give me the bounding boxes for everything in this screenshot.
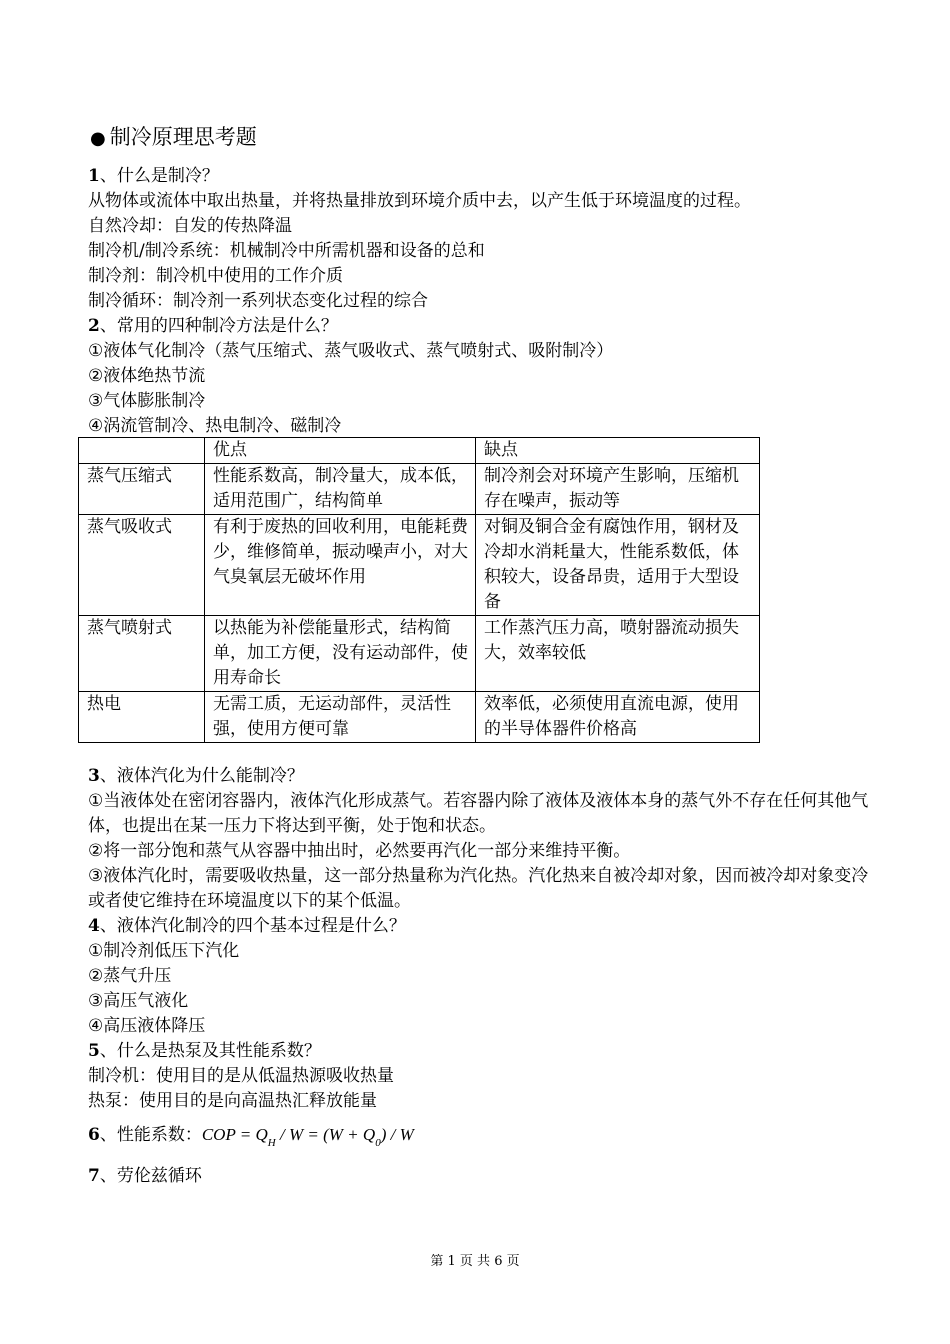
table-header-cell: 优点 (205, 438, 476, 464)
table-row (79, 515, 760, 616)
answer-line: ③高压气液化 (88, 991, 189, 1011)
answer-line: ①液体气化制冷（蒸气压缩式、蒸气吸收式、蒸气喷射式、吸附制冷） (88, 341, 614, 361)
answer-line: ④涡流管制冷、热电制冷、磁制冷 (88, 416, 342, 436)
answer-line: 制冷机：使用目的是从低温热源吸收热量 (88, 1066, 394, 1086)
question-3: 3、液体汽化为什么能制冷？ (88, 766, 304, 786)
table-header-cell (79, 438, 205, 464)
question-2: 2、常用的四种制冷方法是什么？ (88, 316, 338, 336)
answer-line: ②蒸气升压 (88, 966, 172, 986)
table-cell: 有利于废热的回收利用，电能耗费少，维修简单，振动噪声小，对大气臭氧层无破坏作用 (205, 515, 476, 616)
question-5: 5、什么是热泵及其性能系数？ (88, 1041, 321, 1061)
table-cell: 蒸气压缩式 (79, 464, 205, 515)
table-cell: 蒸气喷射式 (79, 616, 205, 692)
answer-line: 制冷剂：制冷机中使用的工作介质 (88, 266, 343, 286)
table-cell: 蒸气吸收式 (79, 515, 205, 616)
table-row (79, 616, 760, 692)
answer-line: 从物体或流体中取出热量，并将热量排放到环境介质中去，以产生低于环境温度的过程。 (88, 191, 751, 211)
document-heading (90, 122, 257, 154)
answer-line: 自然冷却：自发的传热降温 (88, 216, 292, 236)
answer-line: ③液体汽化时，需要吸收热量，这一部分热量称为汽化热。汽化热来自被冷却对象，因而被冷却对象变冷或者使它维持在环境温度以下的某个低温。 (88, 866, 869, 911)
table-cell: 制冷剂会对环境产生影响，压缩机存在噪声，振动等 (476, 464, 760, 515)
table-cell: 性能系数高，制冷量大，成本低，适用范围广，结构简单 (205, 464, 476, 515)
answer-line: 热泵：使用目的是向高温热汇释放能量 (88, 1091, 377, 1111)
table-cell: 以热能为补偿能量形式，结构简单，加工方便，没有运动部件，使用寿命长 (205, 616, 476, 692)
answer-line: ①当液体处在密闭容器内，液体汽化形成蒸气。若容器内除了液体及液体本身的蒸气外不存在任何其他气体，也提出在某一压力下将达到平衡，处于饱和状态。 (88, 791, 869, 836)
question-6: 6、性能系数：COP = $Q_H / W = (W + Q_0) / W$ (88, 1125, 414, 1149)
answer-line: ④高压液体降压 (88, 1016, 206, 1036)
table-header-cell: 缺点 (476, 438, 760, 464)
question-4: 4、液体汽化制冷的四个基本过程是什么？ (88, 916, 406, 936)
table-row (79, 692, 760, 743)
answer-line: 制冷循环：制冷剂一系列状态变化过程的综合 (88, 291, 428, 311)
answer-line: 制冷机/制冷系统：机械制冷中所需机器和设备的总和 (88, 241, 485, 261)
question-1: 1、什么是制冷？ (88, 166, 219, 186)
text-block-bottom (88, 764, 878, 1189)
table-cell: 无需工质，无运动部件，灵活性强，使用方便可靠 (205, 692, 476, 743)
heading-title: 制冷原理思考题 (109, 125, 257, 149)
table-cell: 对铜及铜合金有腐蚀作用，钢材及冷却水消耗量大，性能系数低，体积较大，设备昂贵，适用于大型设备 (476, 515, 760, 616)
table-header-row (79, 438, 760, 464)
cop-formula: COP = $Q_H / W = (W + Q_0) / W$ (201, 1125, 414, 1149)
table-cell: 热电 (79, 692, 205, 743)
answer-line: ②将一部分饱和蒸气从容器中抽出时，必然要再汽化一部分来维持平衡。 (88, 841, 631, 861)
page-footer: 第 1 页 共 6 页 (430, 1254, 520, 1269)
text-block-top (88, 164, 878, 439)
table-cell: 工作蒸汽压力高，喷射器流动损失大，效率较低 (476, 616, 760, 692)
answer-line: ①制冷剂低压下汽化 (88, 941, 240, 961)
question-7: 7、劳伦兹循环 (88, 1166, 202, 1186)
bullet-icon: ● (90, 128, 106, 149)
answer-line: ③气体膨胀制冷 (88, 391, 206, 411)
table-cell: 效率低，必须使用直流电源，使用的半导体器件价格高 (476, 692, 760, 743)
answer-line: ②液体绝热节流 (88, 366, 206, 386)
comparison-table (78, 437, 760, 743)
table-row (79, 464, 760, 515)
